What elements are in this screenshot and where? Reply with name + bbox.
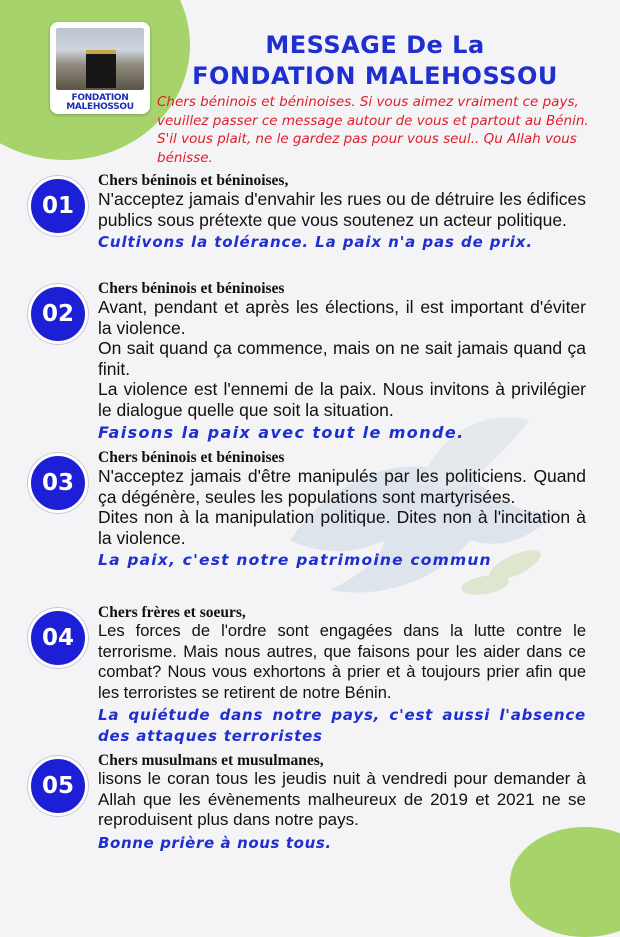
title-line-2: FONDATION MALEHOSSOU <box>192 62 558 90</box>
item-paragraph: lisons le coran tous les jeudis nuit à vendredi pour demander à Allah que les évènements malheureux de 2019 et 2021 ne se reproduisent plus dans notre pays. <box>98 769 586 829</box>
item-paragraph: La violence est l'ennemi de la paix. Nous invitons à privilégier le dialogue quelle que soit la situation. <box>98 379 586 420</box>
item-number-badge: 01 <box>28 176 88 236</box>
title-line-1: MESSAGE De La <box>265 31 485 59</box>
item-slogan: La quiétude dans notre pays, c'est aussi l'absence des attaques terroristes <box>98 706 586 745</box>
item-paragraph: Avant, pendant et après les élections, il est important d'éviter la violence. <box>98 297 586 338</box>
kaaba-icon <box>86 50 116 88</box>
item-paragraph: On sait quand ça commence, mais on ne sait jamais quand ça finit. <box>98 338 586 379</box>
item-salutation: Chers béninois et béninoises <box>98 280 285 297</box>
item-paragraph: Dites non à la manipulation politique. Dites non à l'incitation à la violence. <box>98 507 586 548</box>
item-slogan: Bonne prière à nous tous. <box>98 833 332 852</box>
item-salutation: Chers béninois et béninoises <box>98 449 285 466</box>
item-paragraph: N'acceptez jamais d'être manipulés par les politiciens. Quand ça dégénère, seules les populations sont martyrisées. <box>98 466 586 507</box>
item-number-badge: 02 <box>28 284 88 344</box>
item-paragraph: N'acceptez jamais d'envahir les rues ou de détruire les édifices publics sous prétexte que vous soutenez un acteur politique. <box>98 189 586 230</box>
item-slogan: Faisons la paix avec tout le monde. <box>98 423 465 442</box>
item-body <box>98 604 586 747</box>
item-salutation: Chers musulmans et musulmanes, <box>98 752 324 769</box>
item-number-badge: 03 <box>28 453 88 513</box>
item-salutation: Chers béninois et béninoises, <box>98 172 289 189</box>
item-slogan: Cultivons la tolérance. La paix n'a pas de prix. <box>98 233 533 251</box>
intro-message: Chers béninois et béninoises. Si vous aimez vraiment ce pays, veuillez passer ce message autour de vous et partout au Bénin. S'il vous plait, ne le gardez pas pour vous seul.. Qu Allah vous bénisse. <box>157 94 589 166</box>
item-paragraph: Les forces de l'ordre sont engagées dans la lutte contre le terrorisme. Mais nous autres, que faisons pour les aider dans ce combat? Nous vous exhortons à prier et à toujours prier afin que les terroristes se retirent de notre Bénin. <box>98 622 586 702</box>
kaaba-photo <box>56 28 144 90</box>
logo-text: FONDATION MALEHOSSOU <box>66 93 134 112</box>
item-body <box>98 449 586 571</box>
item-slogan: La paix, c'est notre patrimoine commun <box>98 551 492 569</box>
item-body <box>98 752 586 854</box>
item-number-badge: 04 <box>28 608 88 668</box>
item-salutation: Chers frères et soeurs, <box>98 604 246 621</box>
item-number-badge: 05 <box>28 756 88 816</box>
page-title <box>160 30 590 92</box>
foundation-logo <box>50 22 150 114</box>
item-body <box>98 280 586 443</box>
item-body <box>98 172 586 253</box>
